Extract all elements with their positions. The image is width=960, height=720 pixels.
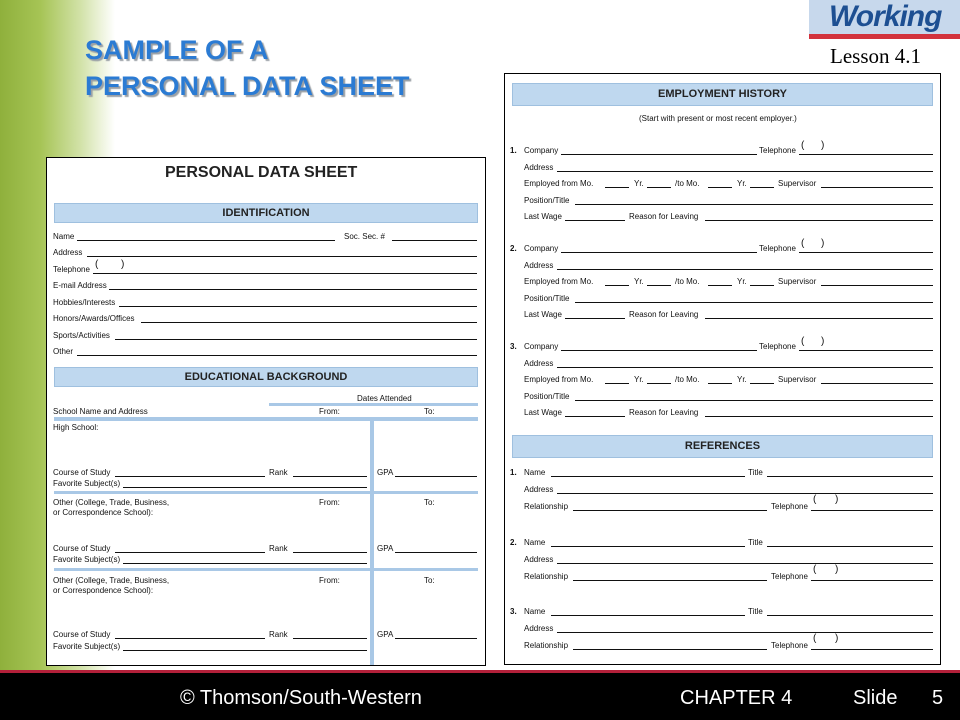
reason-label: Reason for Leaving	[629, 310, 699, 319]
from-year-line	[647, 285, 671, 286]
footer-accent-line	[0, 670, 960, 673]
position-label: Position/Title	[524, 294, 570, 303]
ref-title-line	[767, 546, 933, 547]
ref-address-label: Address	[524, 555, 554, 564]
ref-title-line	[767, 476, 933, 477]
course-line	[115, 476, 265, 477]
telephone-line	[799, 252, 933, 253]
to-year-line	[750, 383, 774, 384]
rank-label: Rank	[269, 468, 288, 477]
supervisor-line	[821, 383, 933, 384]
area-code-open-paren: (	[801, 238, 805, 249]
ref-address-label: Address	[524, 485, 554, 494]
company-line	[561, 350, 757, 351]
ref-title-label: Title	[748, 538, 763, 547]
to-label: To:	[424, 576, 435, 585]
last-wage-line	[565, 220, 625, 221]
supervisor-line	[821, 285, 933, 286]
ref-telephone-label: Telephone	[771, 641, 808, 650]
to-mo-label: /to Mo.	[675, 179, 700, 188]
ref-relationship-label: Relationship	[524, 641, 569, 650]
telephone-label: Telephone	[759, 342, 796, 351]
logo-text: Working	[829, 0, 942, 33]
from-yr-label: Yr.	[634, 277, 644, 286]
to-year-line	[750, 187, 774, 188]
sports-label: Sports/Activities	[53, 331, 110, 340]
ref-address-line	[557, 493, 933, 494]
from-month-line	[605, 383, 629, 384]
ref-relationship-label: Relationship	[524, 572, 569, 581]
employer-3-number: 3.	[510, 342, 517, 351]
telephone-line	[799, 154, 933, 155]
to-yr-label: Yr.	[737, 375, 747, 384]
to-mo-label: /to Mo.	[675, 375, 700, 384]
area-code-open-paren: (	[95, 259, 99, 270]
hobbies-line	[119, 306, 477, 307]
course-of-study-label: Course of Study	[53, 468, 111, 477]
other-school-label-1: Other (College, Trade, Business,	[53, 498, 170, 507]
course-line	[115, 638, 265, 639]
rank-line	[293, 476, 367, 477]
to-month-line	[708, 187, 732, 188]
to-yr-label: Yr.	[737, 277, 747, 286]
name-line	[77, 240, 335, 241]
reason-line	[705, 220, 933, 221]
area-code-close-paren: )	[821, 140, 825, 151]
supervisor-label: Supervisor	[778, 277, 817, 286]
area-code-open-paren: (	[801, 336, 805, 347]
other-line	[77, 355, 477, 356]
address-label: Address	[524, 359, 554, 368]
from-yr-label: Yr.	[634, 375, 644, 384]
telephone-label: Telephone	[759, 244, 796, 253]
soc-sec-line	[392, 240, 477, 241]
dates-attended-label: Dates Attended	[357, 394, 412, 403]
slide-label: Slide	[853, 687, 898, 709]
to-yr-label: Yr.	[737, 179, 747, 188]
slide-number: 5	[932, 687, 944, 709]
ref-address-label: Address	[524, 624, 554, 633]
ref-relationship-line	[573, 510, 767, 511]
supervisor-label: Supervisor	[778, 179, 817, 188]
supervisor-line	[821, 187, 933, 188]
sports-line	[115, 339, 477, 340]
rank-line	[293, 552, 367, 553]
rank-line	[293, 638, 367, 639]
company-line	[561, 154, 757, 155]
company-line	[561, 252, 757, 253]
reason-line	[705, 416, 933, 417]
to-label: To:	[424, 407, 435, 416]
employment-header: EMPLOYMENT HISTORY	[512, 83, 933, 106]
rank-label: Rank	[269, 630, 288, 639]
gpa-label: GPA	[377, 630, 394, 639]
block-rule	[54, 491, 478, 494]
reason-label: Reason for Leaving	[629, 212, 699, 221]
ref-name-label: Name	[524, 607, 546, 616]
other-school-label-1: Other (College, Trade, Business,	[53, 576, 170, 585]
honors-line	[141, 322, 477, 323]
other-school-label-2: or Correspondence School):	[53, 586, 154, 595]
slide-title	[85, 32, 410, 104]
ref-relationship-line	[573, 580, 767, 581]
identification-header: IDENTIFICATION	[54, 203, 478, 223]
from-label: From:	[319, 407, 340, 416]
reference-3-number: 3.	[510, 607, 517, 616]
lesson-label: Lesson 4.1	[830, 44, 921, 68]
position-label: Position/Title	[524, 196, 570, 205]
favorite-subjects-label: Favorite Subject(s)	[53, 479, 121, 488]
school-header-rule	[54, 417, 478, 421]
honors-label: Honors/Awards/Offices	[53, 314, 135, 323]
gpa-label: GPA	[377, 544, 394, 553]
from-yr-label: Yr.	[634, 179, 644, 188]
position-line	[575, 204, 933, 205]
ref-title-line	[767, 615, 933, 616]
address-label: Address	[524, 261, 554, 270]
supervisor-label: Supervisor	[778, 375, 817, 384]
telephone-label: Telephone	[759, 146, 796, 155]
area-code-close-paren: )	[821, 238, 825, 249]
from-month-line	[605, 285, 629, 286]
hobbies-label: Hobbies/Interests	[53, 298, 116, 307]
gpa-line	[395, 638, 477, 639]
from-label: From:	[319, 576, 340, 585]
company-label: Company	[524, 342, 559, 351]
address-label: Address	[53, 248, 83, 257]
ref-telephone-line	[811, 580, 933, 581]
other-label: Other	[53, 347, 74, 356]
education-header: EDUCATIONAL BACKGROUND	[54, 367, 478, 387]
to-year-line	[750, 285, 774, 286]
ref-title-label: Title	[748, 468, 763, 477]
area-code-close-paren: )	[835, 494, 839, 505]
employed-from-label: Employed from Mo.	[524, 375, 594, 384]
favorite-subjects-line	[123, 650, 367, 651]
chapter-label: CHAPTER 4	[680, 687, 793, 709]
ref-name-line	[551, 476, 745, 477]
from-year-line	[647, 187, 671, 188]
gpa-line	[395, 476, 477, 477]
email-line	[109, 289, 477, 290]
employer-2-number: 2.	[510, 244, 517, 253]
to-mo-label: /to Mo.	[675, 277, 700, 286]
ref-name-line	[551, 546, 745, 547]
logo-red-strip	[809, 34, 960, 39]
reason-label: Reason for Leaving	[629, 408, 699, 417]
working-logo	[809, 0, 960, 40]
ref-telephone-label: Telephone	[771, 572, 808, 581]
favorite-subjects-label: Favorite Subject(s)	[53, 555, 121, 564]
block-rule	[54, 568, 478, 571]
last-wage-label: Last Wage	[524, 310, 562, 319]
ref-address-line	[557, 632, 933, 633]
personal-data-sheet-form	[46, 157, 486, 666]
address-line	[557, 269, 933, 270]
to-month-line	[708, 285, 732, 286]
employed-from-label: Employed from Mo.	[524, 277, 594, 286]
area-code-close-paren: )	[821, 336, 825, 347]
ref-relationship-line	[573, 649, 767, 650]
to-label: To:	[424, 498, 435, 507]
area-code-open-paren: (	[813, 564, 817, 575]
employment-subheader: (Start with present or most recent employer.)	[639, 114, 797, 123]
rank-label: Rank	[269, 544, 288, 553]
soc-sec-label: Soc. Sec. #	[344, 232, 385, 241]
position-line	[575, 400, 933, 401]
from-year-line	[647, 383, 671, 384]
employer-1-number: 1.	[510, 146, 517, 155]
ref-name-label: Name	[524, 468, 546, 477]
high-school-label: High School:	[53, 423, 99, 432]
area-code-close-paren: )	[121, 259, 125, 270]
company-label: Company	[524, 244, 559, 253]
ref-address-line	[557, 563, 933, 564]
ref-name-label: Name	[524, 538, 546, 547]
from-label: From:	[319, 498, 340, 507]
address-label: Address	[524, 163, 554, 172]
column-divider	[370, 421, 374, 666]
last-wage-line	[565, 416, 625, 417]
form-title: PERSONAL DATA SHEET	[165, 164, 358, 181]
copyright-text: © Thomson/South-Western	[180, 687, 422, 709]
to-month-line	[708, 383, 732, 384]
course-line	[115, 552, 265, 553]
address-line	[557, 367, 933, 368]
ref-name-line	[551, 615, 745, 616]
gpa-line	[395, 552, 477, 553]
favorite-subjects-line	[123, 487, 367, 488]
area-code-open-paren: (	[801, 140, 805, 151]
area-code-close-paren: )	[835, 633, 839, 644]
last-wage-label: Last Wage	[524, 212, 562, 221]
last-wage-label: Last Wage	[524, 408, 562, 417]
other-school-label-2: or Correspondence School):	[53, 508, 154, 517]
last-wage-line	[565, 318, 625, 319]
reference-1-number: 1.	[510, 468, 517, 477]
position-line	[575, 302, 933, 303]
ref-title-label: Title	[748, 607, 763, 616]
employed-from-label: Employed from Mo.	[524, 179, 594, 188]
ref-relationship-label: Relationship	[524, 502, 569, 511]
address-line	[87, 256, 477, 257]
from-month-line	[605, 187, 629, 188]
area-code-open-paren: (	[813, 633, 817, 644]
address-line	[557, 171, 933, 172]
favorite-subjects-line	[123, 563, 367, 564]
position-label: Position/Title	[524, 392, 570, 401]
employment-references-form	[504, 73, 941, 665]
school-name-label: School Name and Address	[53, 407, 148, 416]
telephone-label: Telephone	[53, 265, 90, 274]
slide-footer	[0, 670, 960, 720]
reference-2-number: 2.	[510, 538, 517, 547]
ref-telephone-line	[811, 649, 933, 650]
course-of-study-label: Course of Study	[53, 544, 111, 553]
telephone-line	[93, 273, 477, 274]
ref-telephone-label: Telephone	[771, 502, 808, 511]
favorite-subjects-label: Favorite Subject(s)	[53, 642, 121, 651]
gpa-label: GPA	[377, 468, 394, 477]
name-label: Name	[53, 232, 75, 241]
slide-title-line-2: PERSONAL DATA SHEET	[85, 71, 410, 101]
telephone-line	[799, 350, 933, 351]
area-code-close-paren: )	[835, 564, 839, 575]
reason-line	[705, 318, 933, 319]
company-label: Company	[524, 146, 559, 155]
email-label: E-mail Address	[53, 281, 107, 290]
dates-rule	[269, 403, 478, 406]
references-header: REFERENCES	[512, 435, 933, 458]
course-of-study-label: Course of Study	[53, 630, 111, 639]
area-code-open-paren: (	[813, 494, 817, 505]
ref-telephone-line	[811, 510, 933, 511]
slide-title-line-1: SAMPLE OF A	[85, 35, 269, 65]
